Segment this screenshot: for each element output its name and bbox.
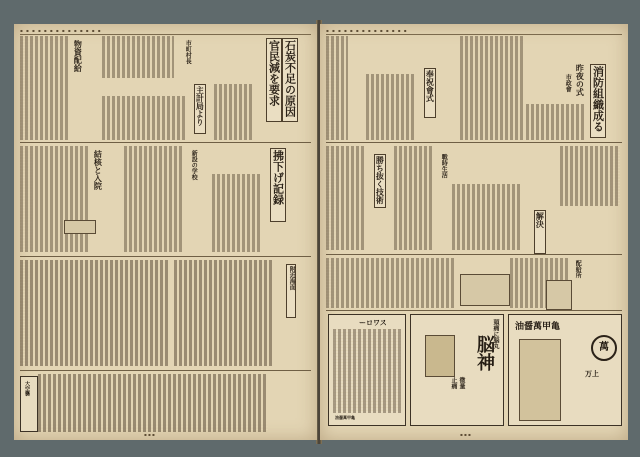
left-bottom-ad-text: 大空襲	[24, 381, 30, 396]
ad-medicine-name: 脳神	[474, 335, 495, 371]
left-text-block	[20, 146, 90, 252]
right-running-head: ▪ ▪ ▪ ▪ ▪ ▪ ▪ ▪ ▪ ▪ ▪ ▪ ▪ ▪	[326, 28, 622, 35]
left-headline: 拂下げ記録	[270, 148, 286, 222]
left-headline: 結核と入院	[93, 150, 104, 190]
left-text-block	[102, 36, 174, 78]
ad-medicine-sub: 微量	[458, 377, 465, 389]
left-rule-1	[20, 142, 311, 143]
left-headline: 主計局より	[194, 84, 206, 134]
left-main-headline: 石炭不足の原因	[282, 38, 298, 122]
left-bottom-ad	[20, 376, 38, 432]
ad-soy-sauce-title: 油醤萬甲亀	[515, 322, 561, 332]
left-text-block	[20, 36, 70, 140]
right-rule-3	[326, 310, 622, 311]
right-sub-headline: 昨夜の式	[575, 64, 586, 96]
left-bottom-listing	[38, 374, 268, 432]
right-headline: 勝ち抜く技術	[374, 154, 386, 208]
right-headline: 配給所	[574, 260, 582, 278]
right-rule-1	[326, 142, 622, 143]
right-rule-2	[326, 254, 622, 255]
ad-medicine-sub: 止痛	[450, 377, 457, 389]
ad-headache-medicine	[410, 314, 504, 426]
left-small-figure	[64, 220, 96, 234]
ad-soap-body	[333, 329, 401, 413]
right-text-block	[326, 258, 456, 308]
right-text-block	[326, 36, 348, 140]
left-newspaper-page	[14, 24, 317, 440]
right-headline: 解決	[534, 210, 546, 254]
ad-medicine-box	[425, 335, 455, 377]
left-headline: 附近海面	[286, 264, 296, 318]
right-folio: ▪ ▪ ▪	[460, 432, 471, 437]
right-portrait-illustration	[546, 280, 572, 310]
right-headline: 戰時生活	[440, 154, 448, 178]
right-headline: 奉祝會式	[424, 68, 436, 118]
left-sub-headline: 官民減を要求	[266, 38, 282, 122]
left-text-block	[212, 174, 262, 252]
ad-soy-sauce	[508, 314, 622, 426]
left-headline: 新設の学校	[190, 150, 198, 180]
ad-soap-title: ーロワス	[359, 318, 387, 327]
left-rule-3	[20, 370, 311, 371]
ad-soy-sauce-emblem: 萬	[591, 335, 617, 361]
left-listing-block	[20, 260, 170, 366]
left-folio: ▪ ▪ ▪	[144, 432, 155, 437]
left-running-head: ▪ ▪ ▪ ▪ ▪ ▪ ▪ ▪ ▪ ▪ ▪ ▪ ▪ ▪	[20, 28, 311, 35]
right-text-block	[326, 146, 366, 250]
right-text-block	[452, 184, 522, 250]
ad-woman-illustration	[519, 339, 561, 421]
ad-soap-footer: 油醤萬甲亀	[335, 415, 355, 420]
right-text-block	[460, 36, 524, 140]
left-text-block	[124, 146, 184, 252]
right-newspaper-page	[320, 24, 628, 440]
ad-soap	[328, 314, 406, 426]
right-text-block	[394, 146, 434, 250]
left-text-block	[102, 96, 186, 140]
right-text-block	[366, 74, 416, 140]
left-rule-2	[20, 256, 311, 257]
left-text-block	[214, 84, 254, 140]
left-listing-block	[174, 260, 274, 366]
left-headline: 物資配給	[73, 40, 84, 72]
ad-medicine-tagline: 頭痛に脳丸	[492, 319, 499, 349]
left-headline: 市町村長	[184, 40, 192, 64]
right-article-illustration	[460, 274, 510, 306]
ad-soy-sauce-mark: 万上	[585, 369, 599, 378]
right-sub-headline: 市政會	[564, 74, 572, 92]
right-main-headline: 消防組織成る	[590, 64, 606, 138]
right-text-block	[560, 146, 620, 206]
